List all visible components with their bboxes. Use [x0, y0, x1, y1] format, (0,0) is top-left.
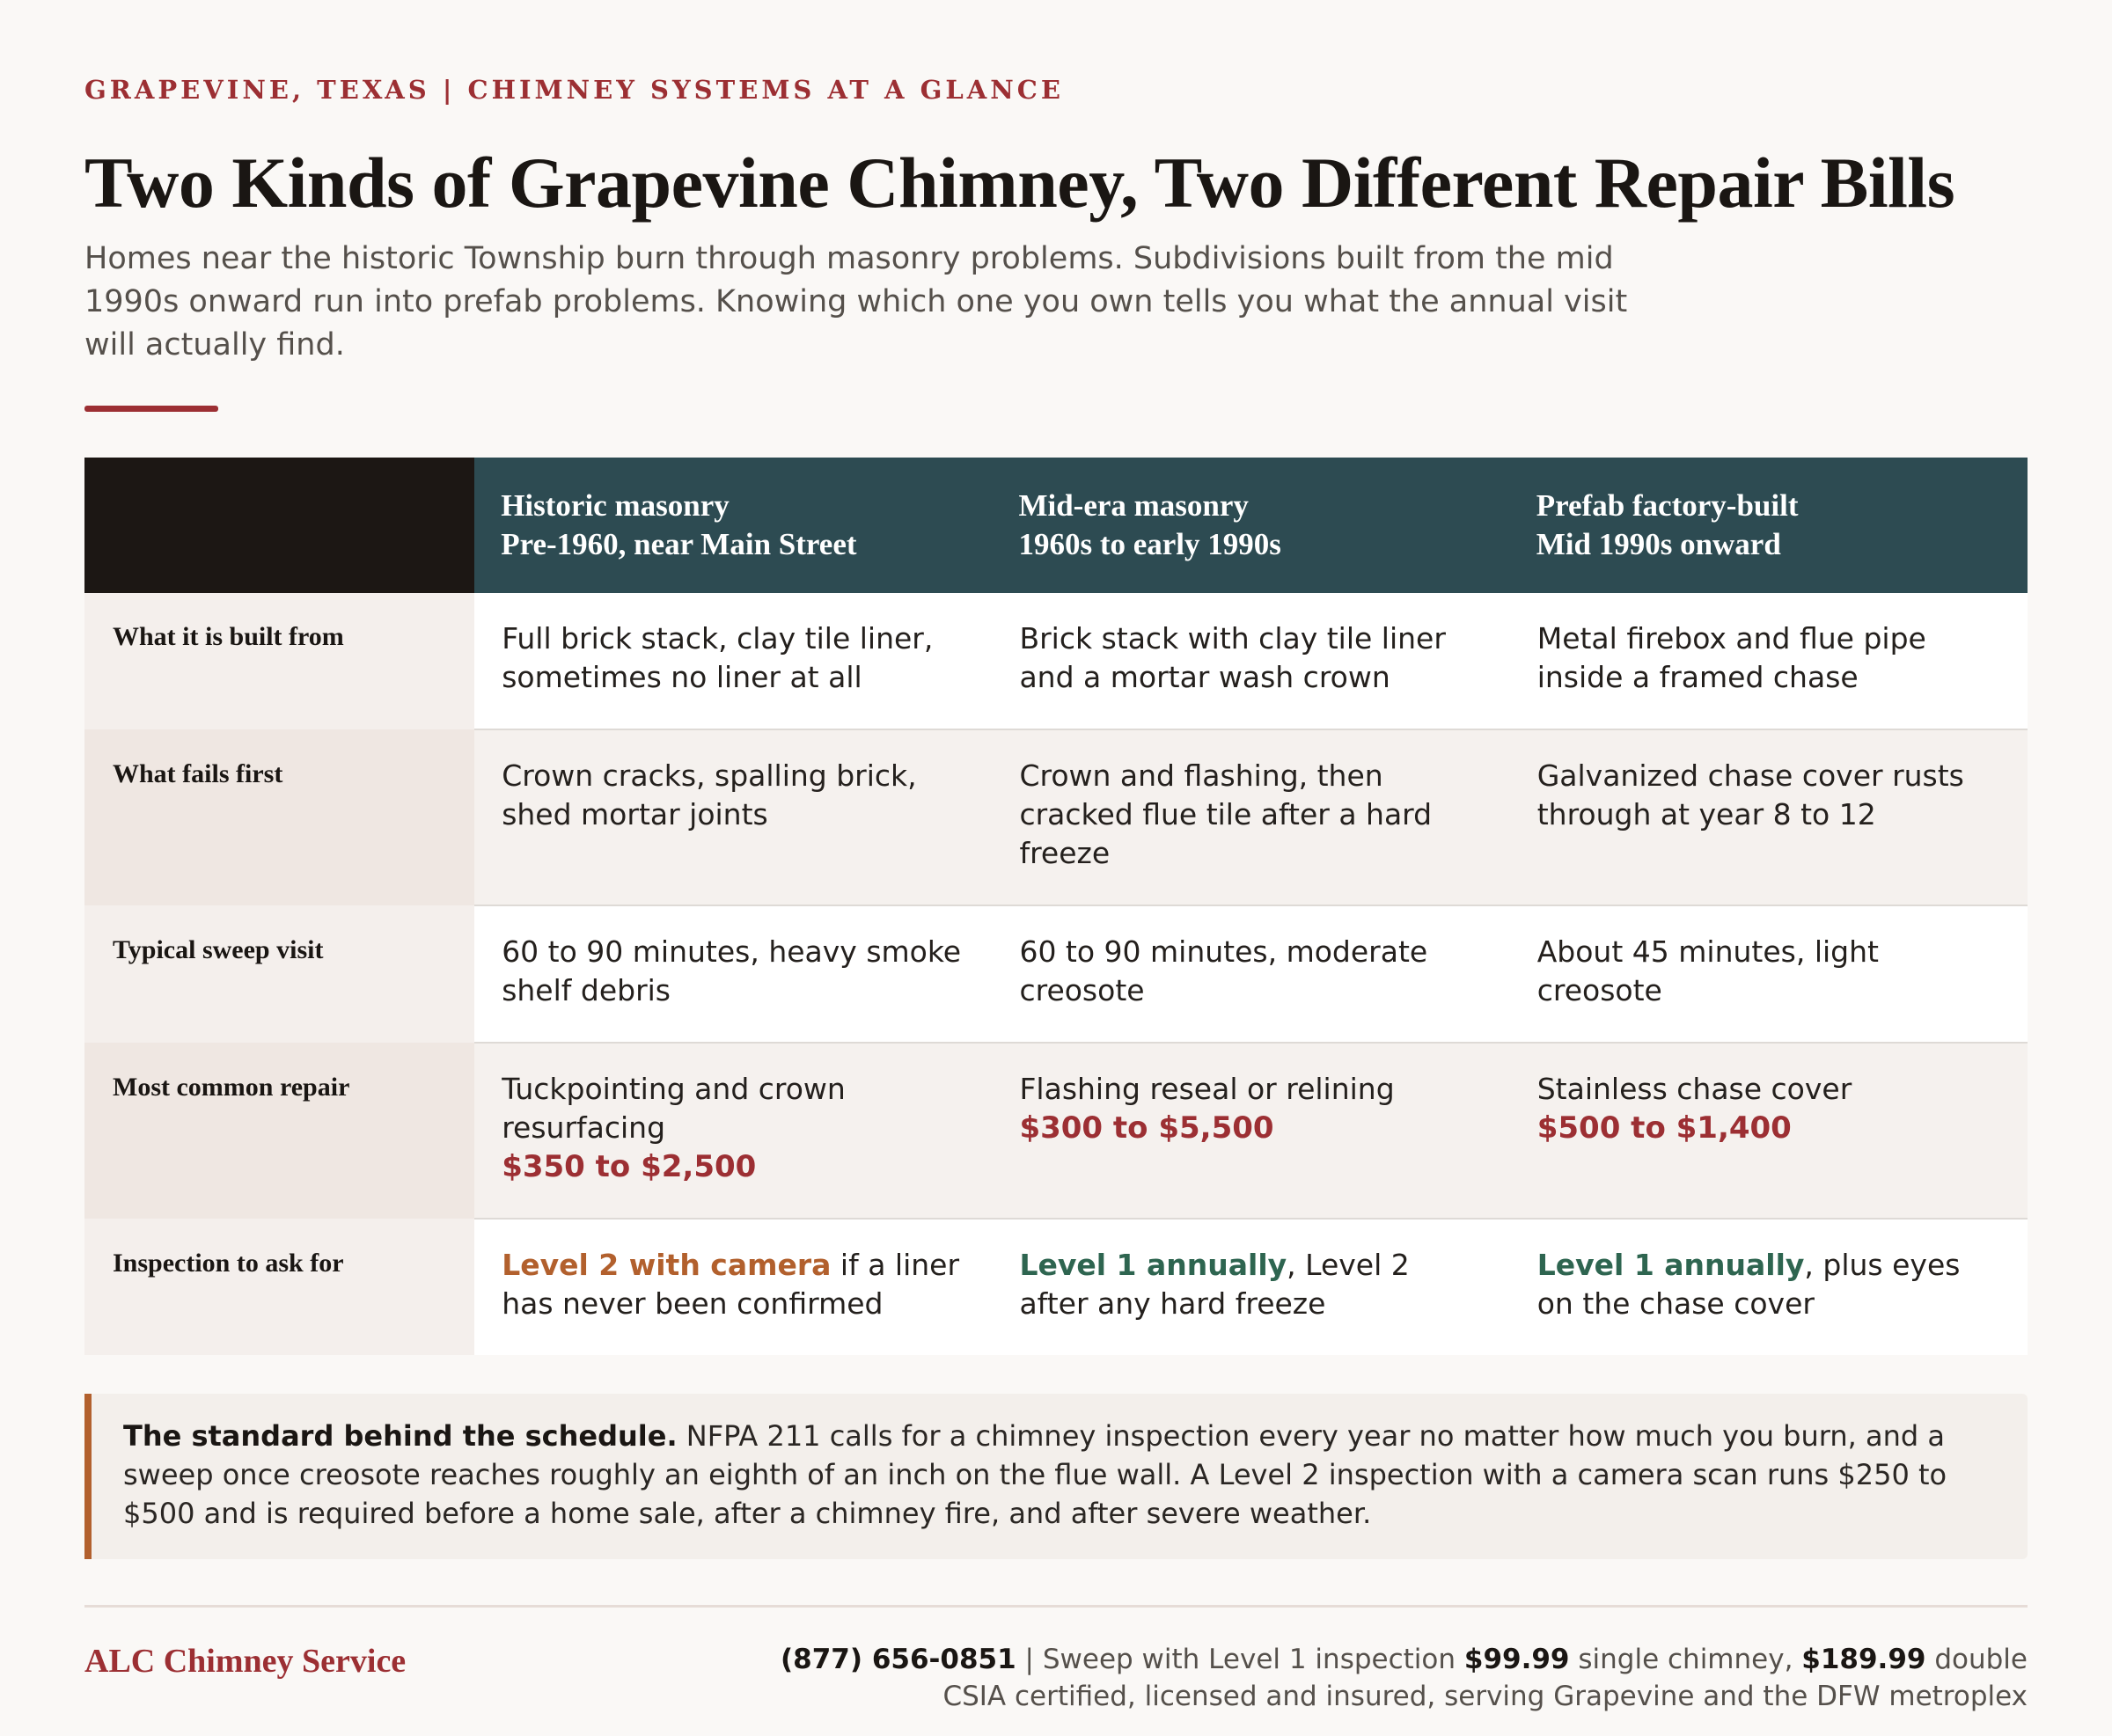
- row-label: What fails first: [84, 729, 474, 905]
- row-label: Inspection to ask for: [84, 1219, 474, 1355]
- table-cell: [992, 1219, 1509, 1355]
- repair-text: Flashing reseal or relining: [1019, 1072, 1395, 1106]
- column-name: Mid-era masonry: [1018, 488, 1249, 523]
- footer-divider: [84, 1605, 2028, 1608]
- accent-divider: [84, 406, 218, 412]
- tagline: CSIA certified, licensed and insured, serving Grapevine and the DFW metroplex: [942, 1681, 2028, 1712]
- inspection-level: Level 2 with camera: [502, 1248, 832, 1282]
- inspection-note: , Level 2 after any hard freeze: [1019, 1248, 1410, 1321]
- double-label: double: [1925, 1644, 2028, 1675]
- table-cell: [474, 1043, 992, 1219]
- table-cell: Crown cracks, spalling brick, shed mortar joints: [474, 729, 992, 905]
- column-era: Pre-1960, near Main Street: [501, 527, 857, 561]
- table-row-sweep-visit: [84, 905, 2028, 1043]
- table-cell: [474, 1219, 992, 1355]
- table-row-fails-first: [84, 729, 2028, 905]
- table-row-built-from: [84, 593, 2028, 729]
- table-corner-cell: [84, 458, 474, 593]
- column-era: 1960s to early 1990s: [1018, 527, 1281, 561]
- row-label: Typical sweep visit: [84, 905, 474, 1043]
- pricing-line: [781, 1641, 2028, 1678]
- table-row-inspection: [84, 1219, 2028, 1355]
- contact-info: [781, 1641, 2028, 1715]
- column-name: Prefab factory-built: [1536, 488, 1799, 523]
- brand-name: ALC Chimney Service: [84, 1643, 407, 1680]
- callout-lead: The standard behind the schedule.: [123, 1419, 678, 1453]
- phone-number[interactable]: (877) 656-0851: [780, 1644, 1016, 1675]
- repair-price: $500 to $1,400: [1536, 1110, 1792, 1146]
- footer: [84, 1639, 2028, 1736]
- inspection-level: Level 1 annually: [1019, 1248, 1287, 1282]
- kicker: GRAPEVINE, TEXAS | CHIMNEY SYSTEMS AT A GLANCE: [84, 75, 1064, 105]
- table-cell: Metal firebox and flue pipe inside a framed chase: [1510, 593, 2028, 729]
- price-double: $189.99: [1801, 1644, 1926, 1675]
- column-era: Mid 1990s onward: [1536, 527, 1781, 561]
- inspection-level: Level 1 annually: [1536, 1248, 1805, 1282]
- inspection-note: , plus eyes on the chase cover: [1536, 1248, 1961, 1321]
- table-cell: Full brick stack, clay tile liner, sometimes no liner at all: [474, 593, 992, 729]
- repair-price: $300 to $5,500: [1019, 1110, 1274, 1146]
- row-label: Most common repair: [84, 1043, 474, 1219]
- pricing-label: | Sweep with Level 1 inspection: [1016, 1644, 1464, 1675]
- table-cell: [1510, 1043, 2028, 1219]
- column-header-historic: [474, 458, 992, 593]
- table-cell: 60 to 90 minutes, moderate creosote: [992, 905, 1509, 1043]
- column-name: Historic masonry: [501, 488, 730, 523]
- repair-text: Stainless chase cover: [1536, 1072, 1852, 1106]
- table-cell: Crown and flashing, then cracked flue tile after a hard freeze: [992, 729, 1509, 905]
- row-label: What it is built from: [84, 593, 474, 729]
- table-row-common-repair: [84, 1043, 2028, 1219]
- page-title: Two Kinds of Grapevine Chimney, Two Different Repair Bills: [84, 143, 1955, 223]
- repair-price: $350 to $2,500: [502, 1149, 757, 1184]
- single-label: single chimney,: [1569, 1644, 1802, 1675]
- table-cell: [1510, 1219, 2028, 1355]
- intro-paragraph: Homes near the historic Township burn through masonry problems. Subdivisions built from the mid 1990s onward run into prefab problems. Knowing which one you own tells you what the annual visit will actually find.: [84, 241, 1628, 363]
- column-header-mid-era: [992, 458, 1509, 593]
- callout-body: NFPA 211 calls for a chimney inspection every year no matter how much you burn, and a sweep once creosote reaches roughly an eighth of an inch on the flue wall. A Level 2 inspection with a camera scan runs $250 to $500 and is required before a home sale, after a chimney fire, and after severe weather.: [123, 1419, 1947, 1530]
- table-cell: [992, 1043, 1509, 1219]
- table-cell: Brick stack with clay tile liner and a mortar wash crown: [992, 593, 1509, 729]
- standard-callout: [84, 1394, 2028, 1559]
- table-header-row: [84, 458, 2028, 593]
- table-cell: About 45 minutes, light creosote: [1510, 905, 2028, 1043]
- price-single: $99.99: [1463, 1644, 1570, 1675]
- inspection-note: if a liner has never been confirmed: [502, 1248, 960, 1321]
- comparison-table: [84, 458, 2028, 1355]
- column-header-prefab: [1510, 458, 2028, 593]
- table-cell: Galvanized chase cover rusts through at year 8 to 12: [1510, 729, 2028, 905]
- repair-text: Tuckpointing and crown resurfacing: [502, 1072, 846, 1145]
- table-cell: 60 to 90 minutes, heavy smoke shelf debris: [474, 905, 992, 1043]
